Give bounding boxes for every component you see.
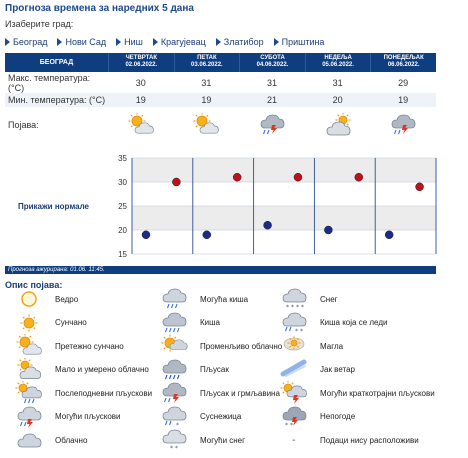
clear-icon (15, 287, 43, 311)
legend-item (280, 334, 343, 358)
legend-label: Непогоде (320, 412, 356, 421)
arrow-right-icon (153, 38, 158, 46)
svg-text:*: * (176, 421, 179, 429)
arrow-right-icon (274, 38, 279, 46)
cloudy-icon (15, 428, 43, 452)
min-temp-point (324, 226, 332, 234)
y-tick-label: 35 (118, 154, 127, 163)
svg-text:*: * (301, 304, 304, 311)
afternoon-showers-icon (15, 381, 43, 405)
max-temp-value: 31 (201, 78, 212, 88)
svg-text:*: * (285, 421, 288, 429)
svg-text:*: * (175, 445, 178, 452)
mostly-cloudy-icon (305, 113, 371, 137)
day-name: СУБОТА (260, 55, 285, 61)
legend-item (280, 428, 419, 452)
arrow-right-icon (216, 38, 221, 46)
legend-item (160, 381, 280, 405)
min-temp-point (385, 231, 393, 239)
y-tick-label: 20 (118, 226, 127, 235)
legend-label: Подаци нису расположиви (320, 435, 419, 445)
phenomenon-label: Појава: (8, 120, 39, 130)
legend-item (160, 405, 241, 429)
day-date: 04.06.2022. (256, 62, 289, 68)
snow-icon (280, 287, 308, 311)
min-temp-label: Мин. температура: (°C) (8, 95, 106, 105)
max-temp-value: 29 (398, 78, 409, 88)
fog-icon (280, 334, 308, 358)
legend-label: Пљусак (200, 365, 229, 374)
rain-icon (160, 311, 188, 335)
day-name: ПОНЕДЕЉАК (383, 55, 424, 61)
shower-icon (160, 358, 188, 382)
min-temp-point (142, 231, 150, 239)
max-temp-point (172, 178, 180, 186)
sleet-icon (160, 405, 188, 429)
forecast-city: БЕОГРАД (39, 59, 74, 66)
svg-text:*: * (300, 327, 303, 335)
partly-sunny-icon (174, 113, 240, 137)
legend-item (160, 311, 220, 335)
svg-text:-: - (292, 435, 296, 446)
legend-label: Променљиво облачно (200, 341, 283, 351)
max-temp-point (294, 173, 302, 181)
legend-item (160, 428, 245, 452)
legend-label: Могући пљускови (55, 412, 121, 421)
city-label: Приштина (281, 37, 325, 47)
day-name: ЧЕТВРТАК (125, 55, 157, 61)
legend-label: Сунчано (55, 318, 87, 327)
min-temp-value: 19 (201, 95, 212, 105)
legend-label: Снег (320, 294, 338, 304)
city-label: Крагујевац (160, 37, 206, 47)
legend-item (160, 358, 229, 382)
day-header (174, 53, 240, 72)
mostly-sunny-icon (15, 334, 43, 358)
legend-title: Опис појава: (5, 280, 63, 290)
city-link-beograd[interactable] (5, 37, 47, 47)
min-temp-value: 19 (135, 95, 146, 105)
day-date: 02.06.2022. (125, 62, 158, 68)
possible-snow-icon (160, 428, 188, 452)
variable-cloudy-icon (160, 334, 188, 358)
page-title: Прогноза времена за наредних 5 дана (5, 3, 194, 14)
city-link-nis[interactable] (116, 37, 143, 47)
min-temp-point (264, 221, 272, 229)
city-label: Златибор (223, 37, 264, 47)
day-name: ПЕТАК (197, 55, 217, 61)
day-header (108, 53, 174, 72)
strong-wind-icon (280, 358, 308, 382)
legend-item (15, 428, 87, 452)
max-temp-point (233, 173, 241, 181)
day-header (305, 53, 371, 72)
temperature-chart (0, 152, 468, 264)
day-date: 06.06.2022. (387, 62, 420, 68)
legend-item (160, 334, 282, 358)
city-list (5, 37, 324, 47)
legend-label: Ведро (55, 294, 79, 304)
legend-label: Послеподневни пљускови (55, 388, 153, 398)
city-link-zlatibor[interactable] (216, 37, 264, 47)
max-temp-value: 31 (332, 78, 343, 88)
legend-item (160, 287, 248, 311)
storm-icon (280, 405, 308, 429)
day-name: НЕДЕЉА (324, 55, 352, 61)
legend-label: Могући снег (200, 435, 246, 445)
max-temp-value: 30 (135, 78, 146, 88)
legend-label: Киша (200, 318, 220, 327)
forecast-header (5, 53, 436, 72)
day-header (370, 53, 436, 72)
max-temp-point (416, 183, 424, 191)
freezing-rain-icon (280, 311, 308, 335)
svg-text:*: * (291, 304, 294, 311)
legend-label: Могућа киша (200, 294, 249, 304)
choose-city-label: Изаберите град: (5, 19, 74, 29)
legend-item (15, 287, 78, 311)
legend-item (280, 287, 338, 311)
no-data-icon (280, 428, 308, 452)
arrow-right-icon (116, 38, 121, 46)
thunderstorm-icon (370, 113, 436, 137)
legend-item (15, 381, 152, 405)
min-temp-value: 20 (332, 95, 343, 105)
legend-label: Претежно сунчано (55, 341, 124, 351)
max-temp-value: 31 (266, 78, 277, 88)
partly-sunny-icon (108, 113, 174, 137)
max-temp-point (355, 173, 363, 181)
arrow-right-icon (5, 38, 10, 46)
city-link-pristina[interactable] (274, 37, 325, 47)
legend-item (15, 405, 121, 429)
max-temp-row (5, 73, 436, 93)
legend-label: Јак ветар (320, 365, 355, 374)
svg-text:*: * (170, 445, 173, 452)
city-label: Београд (13, 37, 48, 47)
short-showers-icon (280, 381, 308, 405)
y-tick-label: 25 (118, 202, 127, 211)
svg-text:*: * (286, 304, 289, 311)
svg-text:*: * (295, 327, 298, 335)
legend-label: Могући краткотрајни пљускови (320, 388, 435, 398)
city-link-novi-sad[interactable] (57, 37, 106, 47)
partly-cloudy-icon (15, 358, 43, 382)
chart-band (132, 206, 436, 230)
y-tick-label: 15 (118, 250, 127, 259)
min-temp-value: 19 (398, 95, 409, 105)
min-temp-row (5, 93, 436, 107)
show-normals-link[interactable]: Прикажи нормале (18, 202, 90, 211)
sunny-icon (15, 311, 43, 335)
possible-rain-icon (160, 287, 188, 311)
legend-label: Киша која се леди (320, 318, 388, 327)
shower-hail-icon (160, 381, 188, 405)
svg-text:*: * (290, 421, 293, 429)
day-date: 03.06.2022. (191, 62, 223, 68)
legend-label: Пљусак и грмљавина (200, 388, 280, 398)
city-link-kragujevac[interactable] (153, 37, 206, 47)
legend-item (280, 311, 387, 335)
city-label: Нови Сад (65, 37, 107, 47)
city-label: Ниш (124, 37, 143, 47)
possible-showers-icon (15, 405, 43, 429)
legend-item (15, 311, 87, 335)
legend-item (280, 358, 355, 382)
forecast-updated: Прогноза ажурирана: 01.06. 11:45. (5, 266, 436, 274)
thunderstorm-icon (239, 113, 305, 137)
day-header (239, 53, 305, 72)
max-temp-label: Макс. температура: (°C) (8, 73, 91, 93)
day-date: 05.06.2022. (322, 62, 354, 68)
legend-item (280, 381, 435, 405)
legend-label: Суснежица (200, 412, 242, 421)
legend-label: Облачно (55, 435, 88, 445)
svg-text:*: * (296, 304, 299, 311)
arrow-right-icon (57, 38, 62, 46)
legend-label: Магла (320, 341, 344, 351)
legend-item (15, 358, 149, 382)
min-temp-value: 21 (266, 95, 277, 105)
legend-item (280, 405, 355, 429)
min-temp-point (203, 231, 211, 239)
phenomenon-row (5, 112, 436, 138)
y-tick-label: 30 (118, 178, 127, 187)
legend-label: Мало и умерено облачно (55, 365, 149, 374)
legend-item (15, 334, 124, 358)
